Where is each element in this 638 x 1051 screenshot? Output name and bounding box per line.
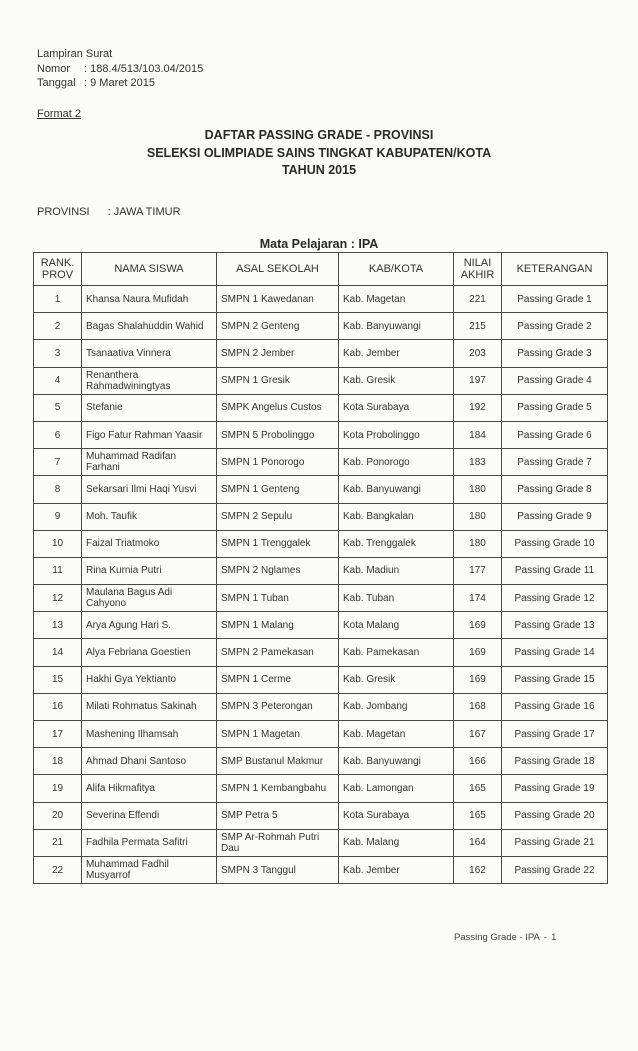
nilai-cell: 197 <box>454 367 502 394</box>
col-nama: NAMA SISWA <box>82 253 217 286</box>
tanggal-value: : 9 Maret 2015 <box>84 77 155 89</box>
nama-cell: Arya Agung Hari S. <box>82 612 217 639</box>
nilai-cell: 180 <box>454 503 502 530</box>
nilai-cell: 164 <box>454 829 502 856</box>
sekolah-cell: SMPN 1 Kawedanan <box>217 286 339 313</box>
kab-cell: Kota Probolinggo <box>339 421 454 448</box>
keterangan-cell: Passing Grade 12 <box>502 585 608 612</box>
tanggal-label: Tanggal <box>37 77 76 89</box>
kab-cell: Kab. Madiun <box>339 557 454 584</box>
title-line-2: SELEKSI OLIMPIADE SAINS TINGKAT KABUPATEN/KOTA <box>146 145 492 160</box>
nilai-cell: 183 <box>454 449 502 476</box>
rank-cell: 3 <box>34 340 82 367</box>
table-row <box>34 313 608 340</box>
table-row <box>34 394 608 421</box>
sekolah-cell: SMPN 1 Malang <box>217 612 339 639</box>
nilai-cell: 203 <box>454 340 502 367</box>
provinsi-label: PROVINSI <box>37 206 90 218</box>
sekolah-cell: SMPN 2 Sepulu <box>217 503 339 530</box>
kab-cell: Kab. Banyuwangi <box>339 748 454 775</box>
keterangan-cell: Passing Grade 11 <box>502 557 608 584</box>
rank-cell: 20 <box>34 802 82 829</box>
rank-cell: 18 <box>34 748 82 775</box>
nilai-cell: 167 <box>454 721 502 748</box>
kab-cell: Kab. Banyuwangi <box>339 476 454 503</box>
rank-cell: 19 <box>34 775 82 802</box>
sekolah-cell: SMPN 1 Gresik <box>217 367 339 394</box>
kab-cell: Kab. Trenggalek <box>339 530 454 557</box>
sekolah-cell: SMPK Angelus Custos <box>217 394 339 421</box>
nama-cell: Rina Kurnia Putri <box>82 557 217 584</box>
nilai-cell: 162 <box>454 856 502 883</box>
sekolah-cell: SMPN 3 Tanggul <box>217 856 339 883</box>
kab-cell: Kab. Tuban <box>339 585 454 612</box>
nama-cell: Faizal Triatmoko <box>82 530 217 557</box>
nilai-cell: 221 <box>454 286 502 313</box>
keterangan-cell: Passing Grade 7 <box>502 449 608 476</box>
col-kab: KAB/KOTA <box>339 253 454 286</box>
sekolah-cell: SMPN 2 Genteng <box>217 313 339 340</box>
keterangan-cell: Passing Grade 9 <box>502 503 608 530</box>
nilai-cell: 180 <box>454 530 502 557</box>
kab-cell: Kab. Magetan <box>339 721 454 748</box>
table-row <box>34 530 608 557</box>
table-row <box>34 612 608 639</box>
col-rank: RANK. PROV <box>34 253 82 286</box>
rank-cell: 14 <box>34 639 82 666</box>
keterangan-cell: Passing Grade 5 <box>502 394 608 421</box>
sekolah-cell: SMPN 2 Nglames <box>217 557 339 584</box>
nama-cell: Severina Effendi <box>82 802 217 829</box>
keterangan-cell: Passing Grade 18 <box>502 748 608 775</box>
nomor-line <box>37 62 203 77</box>
keterangan-cell: Passing Grade 6 <box>502 421 608 448</box>
keterangan-cell: Passing Grade 2 <box>502 313 608 340</box>
nama-cell: Ahmad Dhani Santoso <box>82 748 217 775</box>
keterangan-cell: Passing Grade 10 <box>502 530 608 557</box>
nama-cell: Fadhila Permata Safitri <box>82 829 217 856</box>
kab-cell: Kab. Gresik <box>339 666 454 693</box>
kab-cell: Kab. Pamekasan <box>339 639 454 666</box>
sekolah-cell: SMPN 5 Probolinggo <box>217 421 339 448</box>
rank-cell: 8 <box>34 476 82 503</box>
rank-cell: 22 <box>34 856 82 883</box>
sekolah-cell: SMPN 1 Cerme <box>217 666 339 693</box>
table-row <box>34 802 608 829</box>
kab-cell: Kab. Jember <box>339 340 454 367</box>
table-row <box>34 449 608 476</box>
nilai-cell: 180 <box>454 476 502 503</box>
nama-cell: Tsanaativa Vinnera <box>82 340 217 367</box>
table-row <box>34 503 608 530</box>
provinsi-value: : JAWA TIMUR <box>107 206 181 218</box>
nama-cell: Muhammad Radifan Farhani <box>82 449 217 476</box>
mata-pelajaran: Mata Pelajaran : IPA <box>259 237 379 251</box>
rank-cell: 6 <box>34 421 82 448</box>
sekolah-cell: SMPN 3 Peterongan <box>217 693 339 720</box>
title-line-1: DAFTAR PASSING GRADE - PROVINSI <box>204 128 434 142</box>
sekolah-cell: SMPN 1 Trenggalek <box>217 530 339 557</box>
table-row <box>34 340 608 367</box>
table-row <box>34 367 608 394</box>
keterangan-cell: Passing Grade 21 <box>502 829 608 856</box>
kab-cell: Kab. Bangkalan <box>339 503 454 530</box>
col-nilai: NILAI AKHIR <box>454 253 502 286</box>
table-row <box>34 693 608 720</box>
nilai-cell: 168 <box>454 693 502 720</box>
nilai-cell: 174 <box>454 585 502 612</box>
document-title <box>0 127 638 180</box>
table-header-row <box>34 253 608 286</box>
sekolah-cell: SMPN 1 Ponorogo <box>217 449 339 476</box>
keterangan-cell: Passing Grade 14 <box>502 639 608 666</box>
rank-cell: 1 <box>34 286 82 313</box>
keterangan-cell: Passing Grade 4 <box>502 367 608 394</box>
nama-cell: Maulana Bagus Adi Cahyono <box>82 585 217 612</box>
table-row <box>34 421 608 448</box>
table-row <box>34 666 608 693</box>
rank-cell: 4 <box>34 367 82 394</box>
nilai-cell: 165 <box>454 775 502 802</box>
rank-cell: 12 <box>34 585 82 612</box>
nama-cell: Renanthera Rahmadwiningtyas <box>82 367 217 394</box>
rank-cell: 9 <box>34 503 82 530</box>
nama-cell: Sekarsari Ilmi Haqi Yusvi <box>82 476 217 503</box>
footer-sep: - <box>543 932 548 943</box>
kab-cell: Kab. Banyuwangi <box>339 313 454 340</box>
sekolah-cell: SMP Petra 5 <box>217 802 339 829</box>
kab-cell: Kab. Malang <box>339 829 454 856</box>
nilai-cell: 165 <box>454 802 502 829</box>
table-row <box>34 286 608 313</box>
page-footer <box>454 932 556 943</box>
table-row <box>34 856 608 883</box>
rank-cell: 21 <box>34 829 82 856</box>
keterangan-cell: Passing Grade 15 <box>502 666 608 693</box>
nilai-cell: 192 <box>454 394 502 421</box>
nama-cell: Alya Febriana Goestien <box>82 639 217 666</box>
sekolah-cell: SMP Bustanul Makmur <box>217 748 339 775</box>
sekolah-cell: SMP Ar-Rohmah Putri Dau <box>217 829 339 856</box>
nama-cell: Alifa Hikmafitya <box>82 775 217 802</box>
keterangan-cell: Passing Grade 3 <box>502 340 608 367</box>
table-row <box>34 476 608 503</box>
tanggal-line <box>37 76 203 91</box>
sekolah-cell: SMPN 2 Pamekasan <box>217 639 339 666</box>
sekolah-cell: SMPN 1 Tuban <box>217 585 339 612</box>
sekolah-cell: SMPN 2 Jember <box>217 340 339 367</box>
nama-cell: Mashening Ilhamsah <box>82 721 217 748</box>
kab-cell: Kota Surabaya <box>339 802 454 829</box>
nama-cell: Milati Rohmatus Sakinah <box>82 693 217 720</box>
keterangan-cell: Passing Grade 1 <box>502 286 608 313</box>
keterangan-cell: Passing Grade 20 <box>502 802 608 829</box>
nilai-cell: 177 <box>454 557 502 584</box>
title-line-3: TAHUN 2015 <box>281 163 357 177</box>
rank-cell: 5 <box>34 394 82 421</box>
letter-header <box>37 47 203 91</box>
rank-cell: 13 <box>34 612 82 639</box>
nilai-cell: 169 <box>454 612 502 639</box>
rank-cell: 17 <box>34 721 82 748</box>
table-row <box>34 557 608 584</box>
rank-cell: 11 <box>34 557 82 584</box>
rank-cell: 15 <box>34 666 82 693</box>
sekolah-cell: SMPN 1 Magetan <box>217 721 339 748</box>
col-keterangan: KETERANGAN <box>502 253 608 286</box>
kab-cell: Kab. Lamongan <box>339 775 454 802</box>
footer-text: Passing Grade - IPA <box>454 932 540 943</box>
nama-cell: Muhammad Fadhil Musyarrof <box>82 856 217 883</box>
nama-cell: Hakhi Gya Yektianto <box>82 666 217 693</box>
kab-cell: Kota Malang <box>339 612 454 639</box>
keterangan-cell: Passing Grade 19 <box>502 775 608 802</box>
page-number: 1 <box>551 932 557 943</box>
rank-cell: 16 <box>34 693 82 720</box>
nama-cell: Moh. Taufik <box>82 503 217 530</box>
passing-grade-table <box>33 252 608 884</box>
keterangan-cell: Passing Grade 13 <box>502 612 608 639</box>
keterangan-cell: Passing Grade 16 <box>502 693 608 720</box>
nama-cell: Khansa Naura Mufidah <box>82 286 217 313</box>
nilai-cell: 184 <box>454 421 502 448</box>
kab-cell: Kota Surabaya <box>339 394 454 421</box>
nomor-value: : 188.4/513/103.04/2015 <box>84 62 204 75</box>
rank-cell: 2 <box>34 313 82 340</box>
keterangan-cell: Passing Grade 8 <box>502 476 608 503</box>
nama-cell: Figo Fatur Rahman Yaasir <box>82 421 217 448</box>
nilai-cell: 215 <box>454 313 502 340</box>
table-row <box>34 639 608 666</box>
nomor-label: Nomor <box>37 62 71 75</box>
kab-cell: Kab. Jombang <box>339 693 454 720</box>
nilai-cell: 169 <box>454 639 502 666</box>
table-row <box>34 585 608 612</box>
provinsi-line <box>37 206 181 218</box>
rank-cell: 7 <box>34 449 82 476</box>
nilai-cell: 169 <box>454 666 502 693</box>
kab-cell: Kab. Ponorogo <box>339 449 454 476</box>
nama-cell: Stefanie <box>82 394 217 421</box>
kab-cell: Kab. Jember <box>339 856 454 883</box>
table-row <box>34 721 608 748</box>
sekolah-cell: SMPN 1 Genteng <box>217 476 339 503</box>
rank-cell: 10 <box>34 530 82 557</box>
table-row <box>34 748 608 775</box>
nilai-cell: 166 <box>454 748 502 775</box>
table-row <box>34 775 608 802</box>
lampiran-line: Lampiran Surat <box>37 48 113 60</box>
nama-cell: Bagas Shalahuddin Wahid <box>82 313 217 340</box>
keterangan-cell: Passing Grade 17 <box>502 721 608 748</box>
kab-cell: Kab. Magetan <box>339 286 454 313</box>
kab-cell: Kab. Gresik <box>339 367 454 394</box>
format-label: Format 2 <box>37 108 82 120</box>
sekolah-cell: SMPN 1 Kembangbahu <box>217 775 339 802</box>
col-sekolah: ASAL SEKOLAH <box>217 253 339 286</box>
table-row <box>34 829 608 856</box>
keterangan-cell: Passing Grade 22 <box>502 856 608 883</box>
